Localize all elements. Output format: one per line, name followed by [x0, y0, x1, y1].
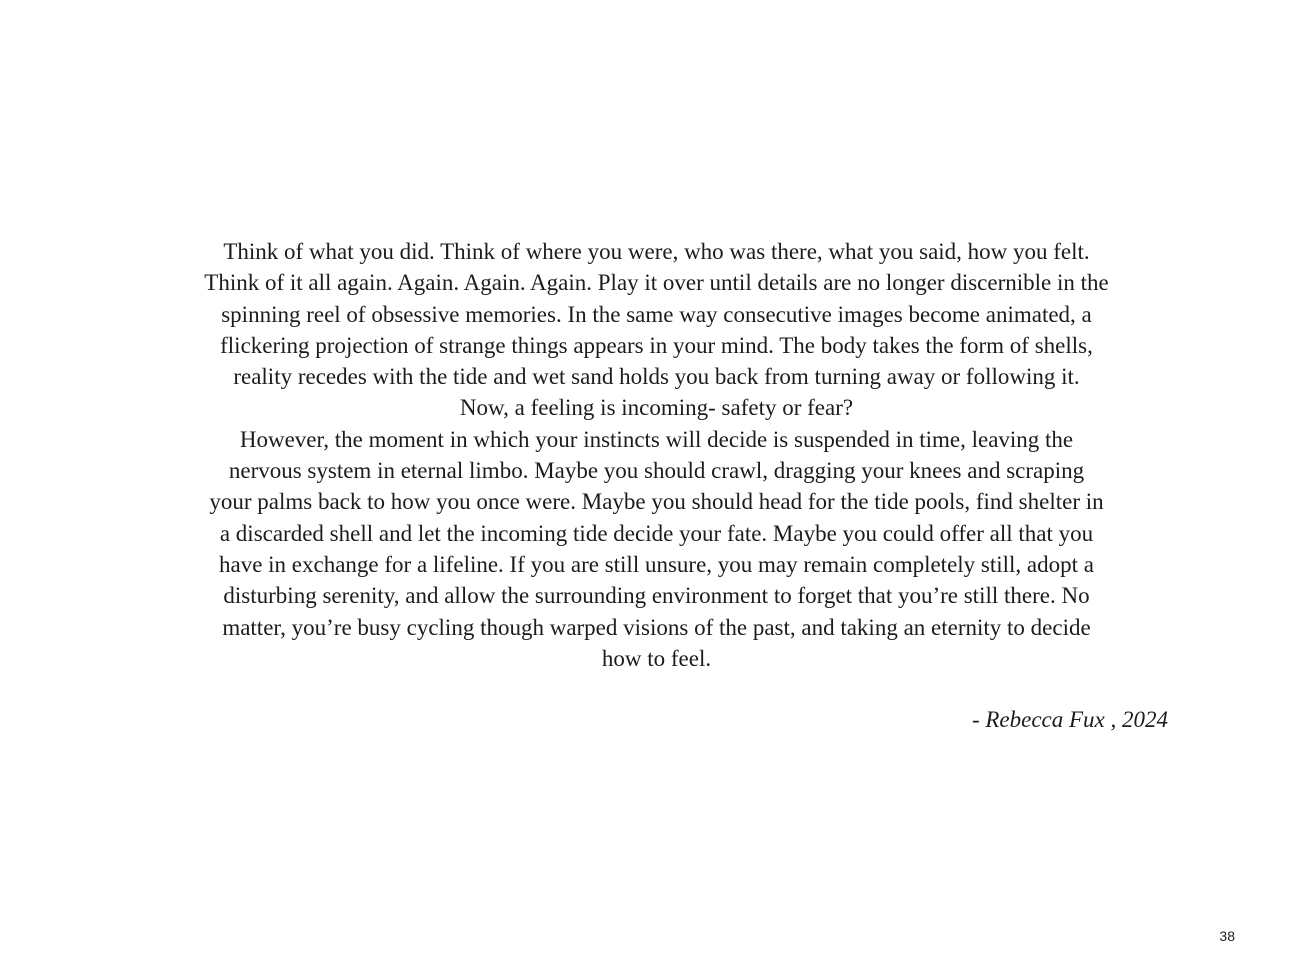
page-number: 38 — [1219, 928, 1235, 944]
passage-line: flickering projection of strange things appears in your mind. The body takes the form of shells, — [220, 332, 1093, 358]
passage-line: spinning reel of obsessive memories. In the same way consecutive images become animated, a — [221, 301, 1092, 327]
passage-line: nervous system in eternal limbo. Maybe you should crawl, dragging your knees and scraping — [228, 458, 1085, 484]
passage-line: disturbing serenity, and allow the surrounding environment to forget that you’re still there. No — [223, 583, 1090, 609]
prose-passage — [150, 236, 1163, 674]
passage-line: a discarded shell and let the incoming tide decide your fate. Maybe you could offer all that you — [219, 520, 1094, 546]
passage-line: Think of what you did. Think of where you were, who was there, what you said, how you felt. — [223, 239, 1090, 264]
passage-line: Now, a feeling is incoming- safety or fear? — [459, 395, 854, 421]
passage-line: have in exchange for a lifeline. If you are still unsure, you may remain completely still, adopt a — [219, 551, 1094, 577]
passage-line: However, the moment in which your instincts will decide is suspended in time, leaving the — [239, 426, 1074, 452]
author-signature: - Rebecca Fux , 2024 — [971, 707, 1168, 732]
passage-line: how to feel. — [601, 645, 712, 671]
passage-line: Think of it all again. Again. Again. Again. Play it over until details are no longer discernible in the — [204, 270, 1109, 296]
passage-line: reality recedes with the tide and wet sand holds you back from turning away or following it. — [233, 364, 1080, 390]
passage-line: matter, you’re busy cycling though warped visions of the past, and taking an eternity to decide — [222, 614, 1091, 640]
passage-line: your palms back to how you once were. Maybe you should head for the tide pools, find shelter in — [209, 489, 1104, 515]
